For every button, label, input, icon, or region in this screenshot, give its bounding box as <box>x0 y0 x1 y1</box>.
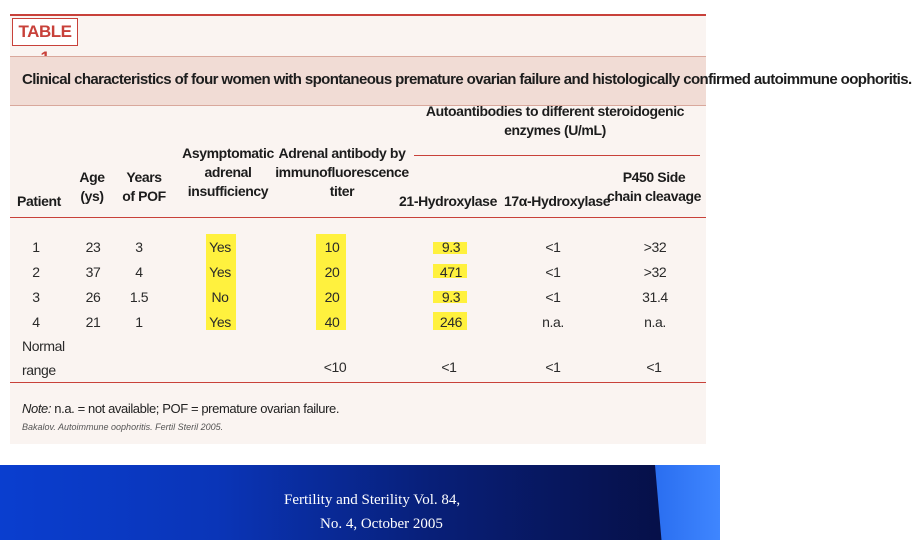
normal-range-21: <1 <box>441 359 457 375</box>
cell-adrenal-titer: 10 <box>324 239 340 255</box>
col-header-17-hydroxylase: 17α-Hydroxylase <box>504 193 611 209</box>
normal-range-label: Normal range <box>22 338 65 378</box>
table-note: Note: n.a. = not available; POF = premature ovarian failure. <box>22 401 340 416</box>
cell-asymptomatic: Yes <box>209 264 231 280</box>
col-header-age: Age (ys) <box>79 169 105 204</box>
cell-adrenal-titer: 20 <box>324 264 340 280</box>
col-header-adrenal-antibody: Adrenal antibody by immunofluorescence titer <box>275 145 409 199</box>
cell-p450: >32 <box>643 239 667 255</box>
cell-adrenal-titer: 20 <box>324 289 340 305</box>
normal-range-adrenal: <10 <box>323 359 347 375</box>
cell-asymptomatic: Yes <box>209 314 231 330</box>
col-header-asymptomatic: Asymptomatic adrenal insufficiency <box>182 145 274 199</box>
cell-age: 21 <box>85 314 101 330</box>
cell-patient: 2 <box>32 264 40 280</box>
cell-asymptomatic: No <box>211 289 229 305</box>
cell-p450: n.a. <box>644 314 666 330</box>
table-bottom-rule <box>10 382 706 383</box>
table-card <box>10 14 912 444</box>
table-source: Bakalov. Autoimmune oophoritis. Fertil Steril 2005. <box>22 422 224 432</box>
cell-patient: 3 <box>32 289 40 305</box>
table-title: Clinical characteristics of four women with spontaneous premature ovarian failure and histologically confirmed autoimmune oophoritis. <box>22 71 912 88</box>
cell-17-hydroxylase: <1 <box>545 239 561 255</box>
cell-years-pof: 4 <box>135 264 143 280</box>
col-header-p450: P450 Side chain cleavage <box>606 169 701 204</box>
cell-21-hydroxylase: 9.3 <box>441 289 461 305</box>
cell-17-hydroxylase: <1 <box>545 264 561 280</box>
cell-years-pof: 3 <box>135 239 143 255</box>
col-header-years-pof: Years of POF <box>122 169 166 204</box>
cell-years-pof: 1 <box>135 314 143 330</box>
cell-adrenal-titer: 40 <box>324 314 340 330</box>
cell-age: 23 <box>85 239 101 255</box>
group-header: Autoantibodies to different steroidogenic enzymes (U/mL) <box>425 103 685 138</box>
cell-patient: 1 <box>32 239 40 255</box>
cell-asymptomatic: Yes <box>209 239 231 255</box>
cell-patient: 4 <box>32 314 40 330</box>
cell-17-hydroxylase: <1 <box>545 289 561 305</box>
cell-21-hydroxylase: 246 <box>439 314 463 330</box>
cell-age: 26 <box>85 289 101 305</box>
cell-age: 37 <box>85 264 101 280</box>
header-bottom-rule <box>10 217 706 218</box>
col-header-21-hydroxylase: 21-Hydroxylase <box>399 193 497 209</box>
footer-citation: Fertility and Sterility Vol. 84, No. 4, October 2005 <box>284 492 461 532</box>
cell-p450: >32 <box>643 264 667 280</box>
cell-years-pof: 1.5 <box>129 289 149 305</box>
footer-stripe <box>655 465 720 540</box>
cell-21-hydroxylase: 471 <box>439 264 463 280</box>
col-header-patient: Patient <box>17 193 61 209</box>
normal-range-17: <1 <box>545 359 561 375</box>
table-tag: TABLE <box>12 18 78 46</box>
cell-17-hydroxylase: n.a. <box>542 314 564 330</box>
cell-21-hydroxylase: 9.3 <box>441 239 461 255</box>
cell-p450: 31.4 <box>642 289 668 305</box>
group-header-rule <box>414 155 700 156</box>
normal-range-p450: <1 <box>646 359 662 375</box>
table-title-band <box>10 56 912 106</box>
